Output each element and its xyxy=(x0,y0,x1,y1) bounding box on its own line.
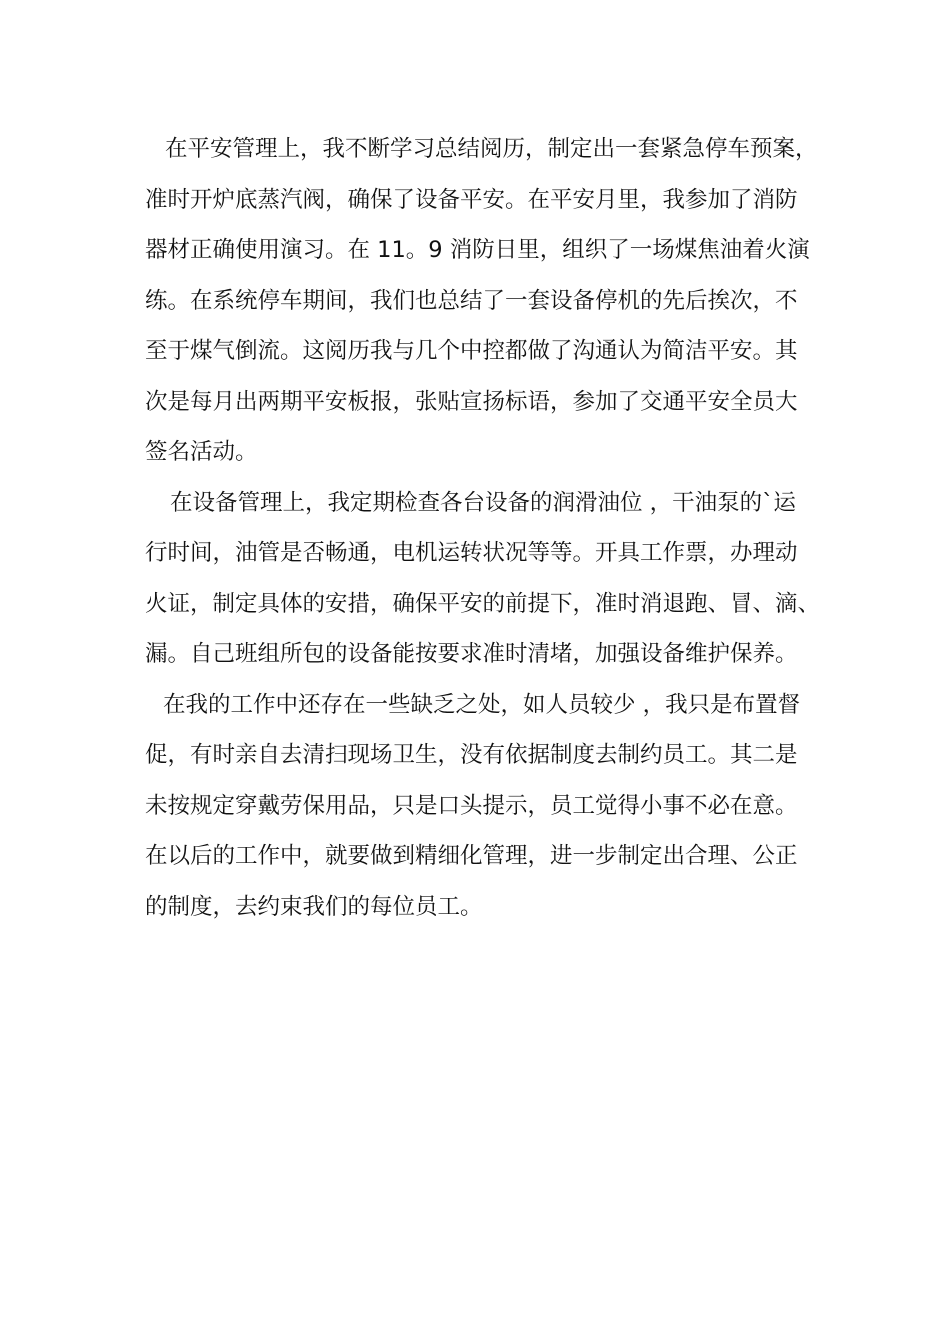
paragraph-shortcomings xyxy=(145,680,835,933)
paragraph-line: 准时开炉底蒸汽阀，确保了设备平安。在平安月里，我参加了消防 xyxy=(145,186,798,213)
paragraph-line: 器材正确使用演习。在 11。9 消防日里，组织了一场煤焦油着火演 xyxy=(145,237,810,263)
paragraph-line: 在我的工作中还存在一些缺乏之处，如人员较少 ，我只是布置督 xyxy=(163,691,801,718)
paragraph-equipment-management xyxy=(145,478,835,680)
paragraph-safety-management xyxy=(145,124,835,478)
paragraph-line: 未按规定穿戴劳保用品，只是口头提示，员工觉得小事不必在意。 xyxy=(145,792,798,819)
paragraph-line: 在以后的工作中，就要做到精细化管理，进一步制定出合理、公正 xyxy=(145,843,798,869)
document-body xyxy=(145,124,835,932)
paragraph-line: 行时间，油管是否畅通，电机运转状况等等。开具工作票，办理动 xyxy=(145,540,798,566)
paragraph-line: 签名活动。 xyxy=(145,439,258,465)
paragraph-line: 促，有时亲自去清扫现场卫生，没有依据制度去制约员工。其二是 xyxy=(145,742,798,768)
paragraph-line: 次是每月出两期平安板报，张贴宣扬标语，参加了交通平安全员大 xyxy=(145,388,798,415)
paragraph-line: 在设备管理上，我定期检查各台设备的润滑油位 ，干油泵的`运 xyxy=(170,489,796,516)
paragraph-line: 至于煤气倒流。这阅历我与几个中控都做了沟通认为简洁平安。其 xyxy=(145,338,798,364)
paragraph-line: 练。在系统停车期间，我们也总结了一套设备停机的先后挨次，不 xyxy=(145,287,798,314)
paragraph-line: 的制度，去约束我们的每位员工。 xyxy=(145,893,483,920)
paragraph-line: 在平安管理上，我不断学习总结阅历，制定出一套紧急停车预案， xyxy=(165,136,818,162)
paragraph-line: 漏。自己班组所包的设备能按要求准时清堵，加强设备维护保养。 xyxy=(145,641,798,667)
paragraph-line: 火证，制定具体的安措，确保平安的前提下，准时消退跑、冒、滴、 xyxy=(145,590,821,617)
